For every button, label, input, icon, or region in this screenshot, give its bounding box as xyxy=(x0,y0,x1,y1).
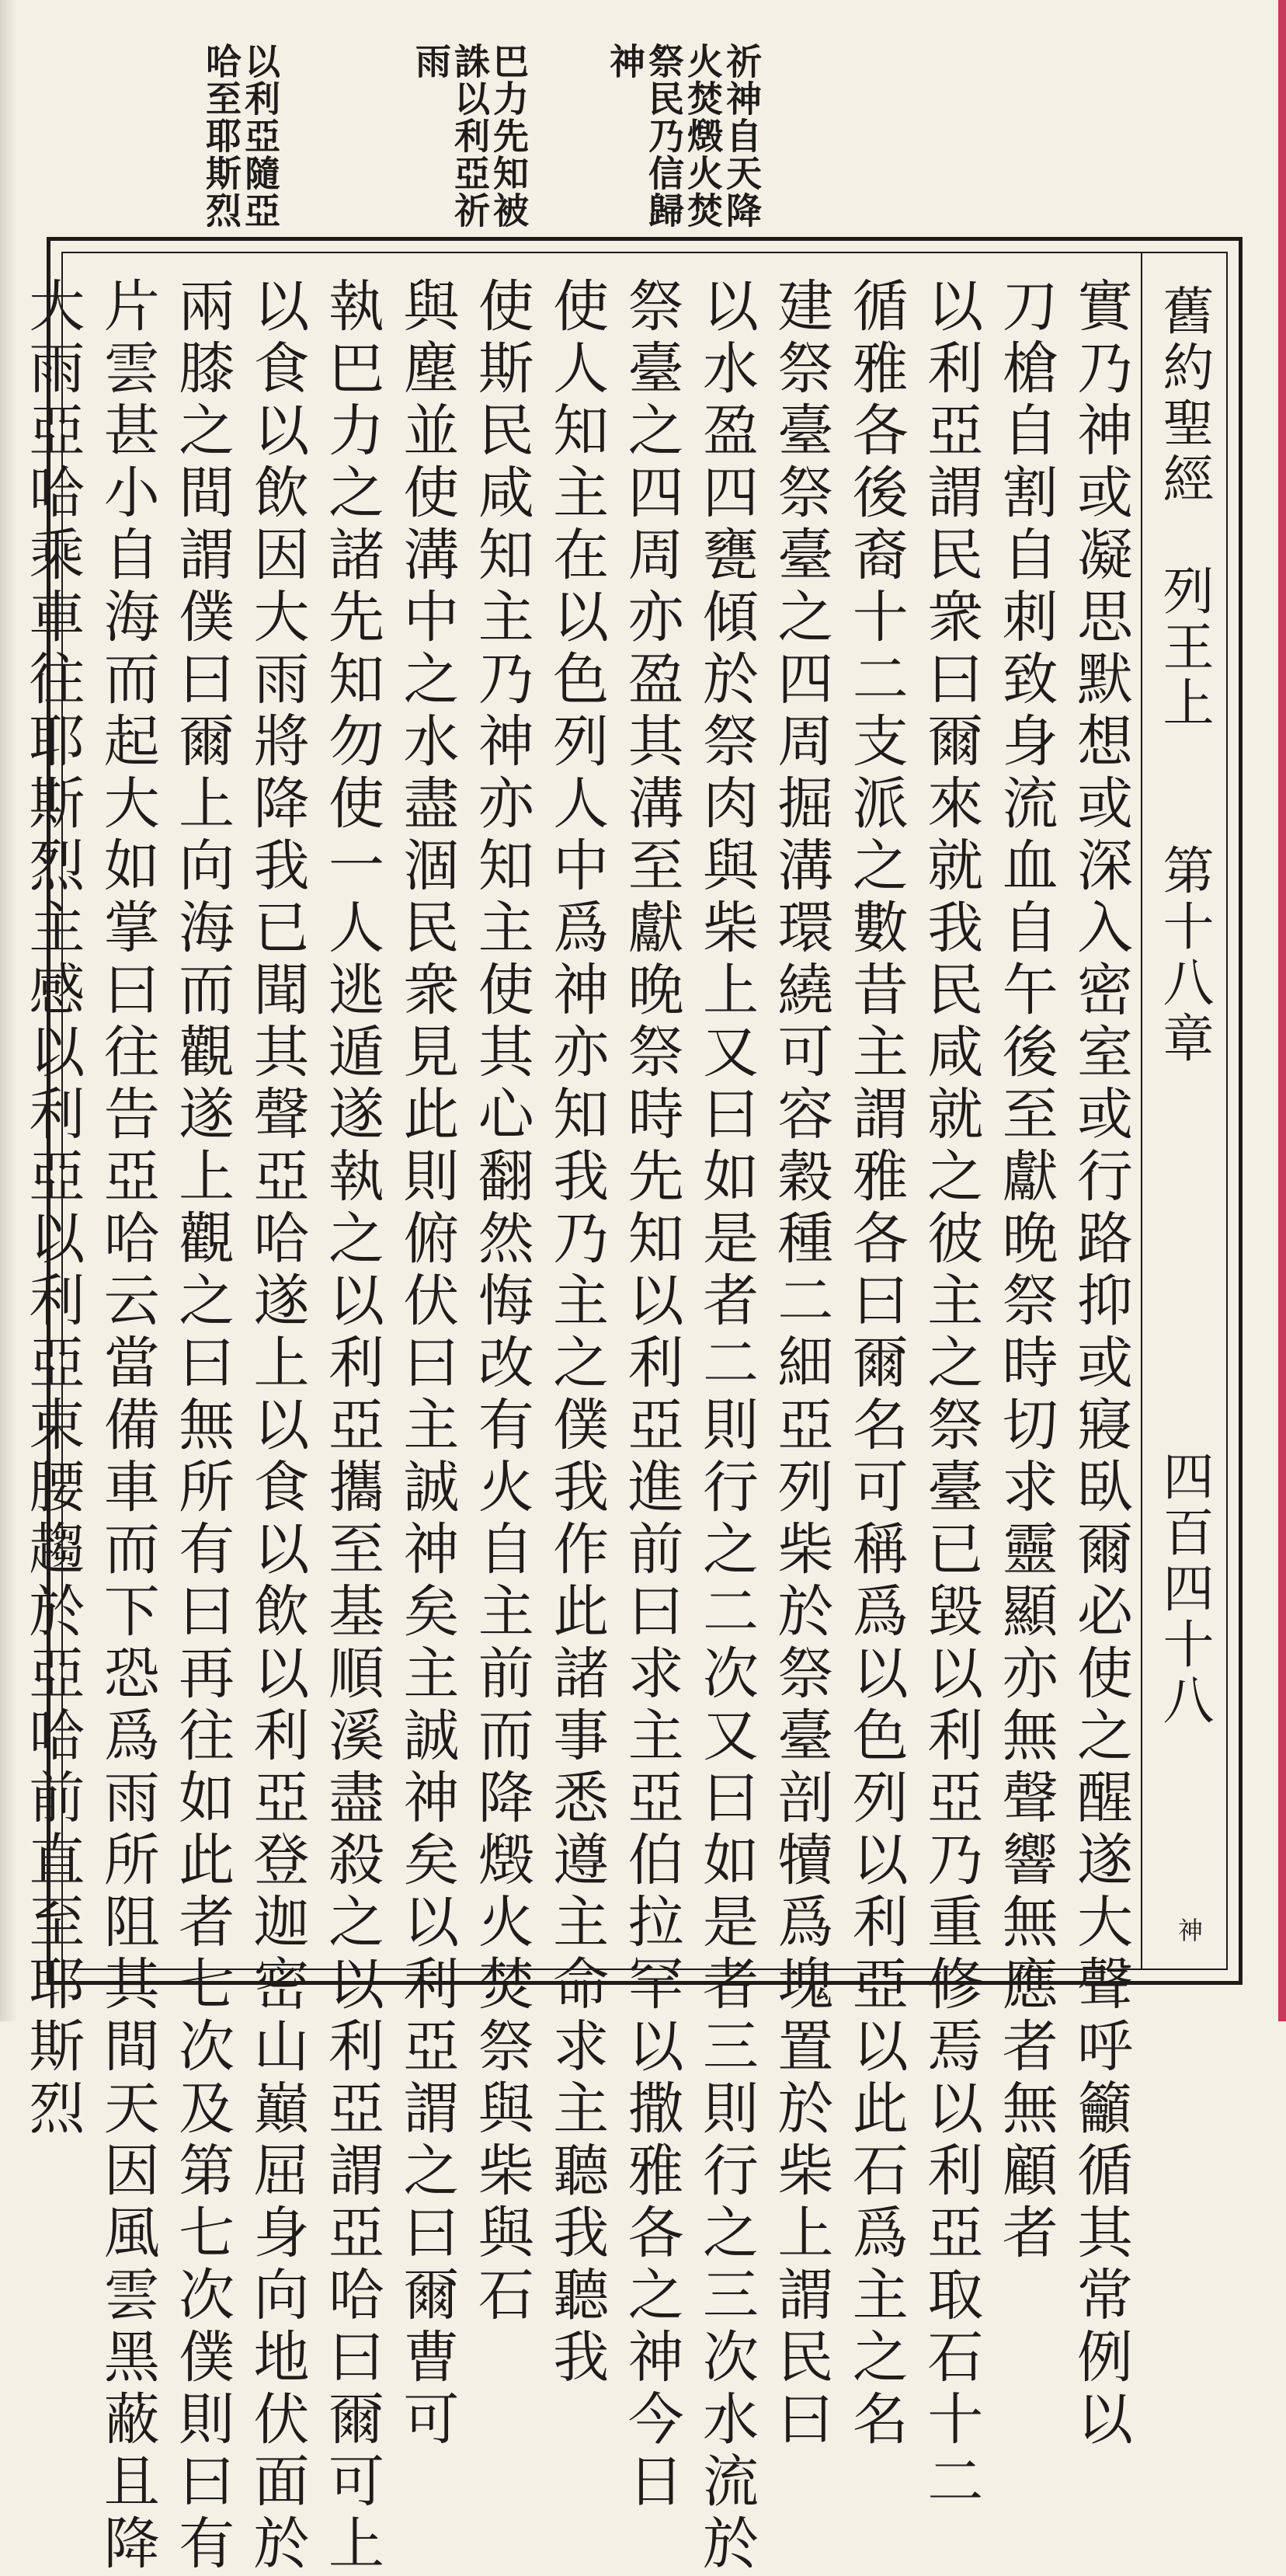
text-column: 實乃神或凝思默想或深入密室或行路抑或寢臥爾必使之醒遂大聲呼籲循其常例以 xyxy=(1068,277,1133,2452)
text-column: 建祭臺祭臺之四周掘溝環繞可容穀種二細亞列柴於祭臺剖犢爲塊置於柴上謂民曰 xyxy=(768,277,834,2452)
text-column: 祭臺之四周亦盈其溝至獻晚祭時先知以利亞進前曰求主亞伯拉罕以撒雅各之神今日 xyxy=(618,277,684,2514)
text-column: 使斯民咸知主乃神亦知主使其心翻然悔改有火自主前而降燬火焚祭與柴與石 xyxy=(468,277,534,2327)
text-column: 以利亞謂民衆曰爾來就我民咸就之彼主之祭臺已毀以利亞乃重修焉以利亞取石十二 xyxy=(918,277,984,2514)
page-number: 四百四十八 xyxy=(1154,1450,1214,1729)
headnote-2: 巴力先知被誅以利亞祈雨 xyxy=(410,43,530,229)
text-column: 以食以飲因大雨將降我已聞其聲亞哈遂上以食以飲以利亞登迦密山巔屈身向地伏面於 xyxy=(244,277,310,2576)
text-column: 與塵並使溝中之水盡涸民衆見此則俯伏曰主誠神矣主誠神矣以利亞謂之曰爾曹可 xyxy=(394,277,460,2452)
text-column: 使人知主在以色列人中爲神亦知我乃主之僕我作此諸事悉遵主命求主聽我聽我 xyxy=(544,277,610,2390)
page-edge-right xyxy=(1278,0,1286,2021)
text-column: 兩膝之間謂僕曰爾上向海而觀遂上觀之曰無所有曰再往如此者七次及第七次僕則曰有 xyxy=(169,277,235,2576)
text-column: 刀槍自割自刺致身流血自午後至獻晚祭時切求靈顯亦無聲響無應者無顧者 xyxy=(992,277,1058,2265)
running-header xyxy=(1141,253,1226,1969)
chapter-title: 第十八章 xyxy=(1154,844,1214,1067)
page-frame xyxy=(19,237,1243,2576)
chapter-book: 列王上 xyxy=(1154,564,1214,732)
text-column: 循雅各後裔十二支派之數昔主謂雅各曰爾名可稱爲以色列以利亞以此石爲主之名 xyxy=(843,277,909,2452)
headnote-3: 以利亞隨亞哈至耶斯烈 xyxy=(200,43,281,229)
text-column: 片雲甚小自海而起大如掌曰往告亞哈云當備車而下恐爲雨所阻其間天因風雲黑蔽且降 xyxy=(94,277,160,2576)
text-column: 以水盈四甕傾於祭肉與柴上又曰如是者二則行之二次又曰如是者三則行之三次水流於 xyxy=(693,277,759,2576)
page-frame-inner xyxy=(19,252,1228,2576)
text-column: 大雨亞哈乘車往耶斯烈主感以利亞以利亞束腰趨於亞哈前直至耶斯烈 xyxy=(19,277,85,2141)
headnotes xyxy=(109,43,761,237)
scripture-text xyxy=(19,277,1138,2576)
page-mark: 神 xyxy=(1177,1916,1203,1945)
headnote-1: 祈神自天降火焚燬火焚祭民乃信歸神 xyxy=(604,43,763,229)
text-column: 執巴力之諸先知勿使一人逃遁遂執之以利亞攜至基順溪盡殺之以利亞謂亞哈曰爾可上 xyxy=(318,277,384,2576)
book-title: 舊約聖經 xyxy=(1154,284,1214,508)
